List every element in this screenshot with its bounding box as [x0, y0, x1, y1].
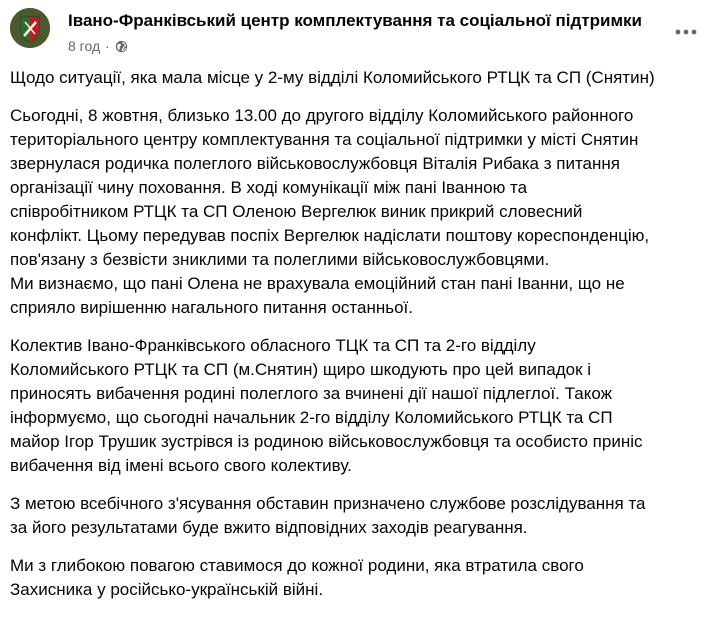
page-name[interactable]: Івано-Франківський центр комплектування та соціальної підтримки — [68, 11, 642, 30]
post-paragraph-2: Сьогодні, 8 жовтня, близько 13.00 до другого відділу Коломийського районного територіального центру комплектування та соціальної підтримки у місті Снятин звернулася родичка полеглого військовослужбовця Віталія Рибака з питання організації чину поховання. В ході комунікації між пані Іванною та співробітником РТЦК та СП Оленою Вергелюк виник прикрий словесний конфлікт. Цьому передував поспіх Вергелюк надіслати поштову кореспонденцію, пов'язану з безвісти зниклими та полеглими військовослужбовцями. Ми визнаємо, що пані Олена не врахувала емоційний стан пані Іванни, що не сприяло вирішенню нагального питання останньої. — [10, 106, 650, 317]
post-timestamp[interactable]: 8 год — [68, 38, 101, 54]
post-meta — [68, 36, 128, 56]
post-header — [0, 0, 718, 62]
post-paragraph-3: Колектив Івано-Франківського обласного ТЦК та СП та 2-го відділу Коломийського РТЦК та СП (м.Снятин) щиро шкодують про цей випадок і приносять вибачення родині полеглого за вчинені дії нашої підлеглої. Також інформуємо, що сьогодні начальник 2-го відділу Коломийського РТЦК та СП майор Ігор Трушик зустрівся із родиною військовослужбовця та особисто приніс вибачення від імені всього свого колективу. — [10, 336, 643, 475]
post-body — [10, 66, 710, 616]
more-options-button[interactable] — [668, 17, 704, 47]
more-horizontal-icon — [675, 29, 697, 35]
post-paragraph-5: Ми з глибокою повагою ставимося до кожної родини, яка втратила свого Захисника у російсько-українській війні. — [10, 556, 584, 599]
page-avatar[interactable] — [10, 8, 50, 48]
post-paragraph-1: Щодо ситуації, яка мала місце у 2-му відділі Коломийського РТЦК та СП (Снятин) — [10, 68, 655, 87]
emblem-icon — [10, 8, 50, 48]
meta-separator: · — [105, 38, 110, 54]
globe-icon[interactable] — [115, 40, 128, 53]
post-paragraph-4: З метою всебічного з'ясування обставин призначено службове розслідування та за його результатами буде вжито відповідних заходів реагування. — [10, 494, 646, 537]
